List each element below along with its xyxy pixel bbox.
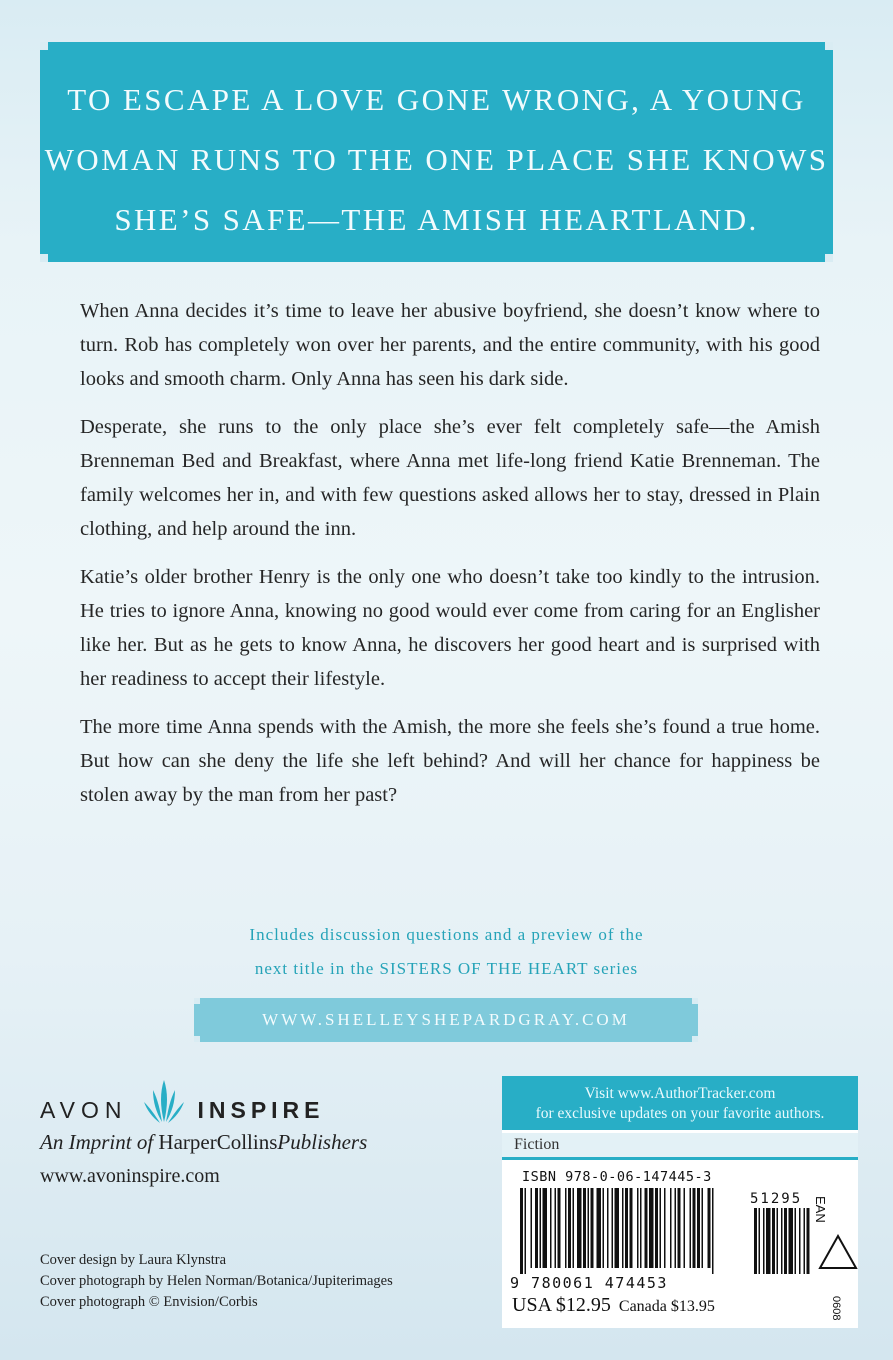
headline-text [42, 70, 831, 250]
cover-credits [40, 1250, 393, 1313]
imprint-line [40, 1130, 367, 1155]
logo-avon: AVON [40, 1097, 128, 1123]
author-website-link[interactable]: WWW.SHELLEYSHEPARDGRAY.COM [262, 1010, 630, 1029]
imprint-name: HarperCollins [158, 1130, 278, 1154]
ean-digits: 9 780061 474453 [510, 1274, 668, 1292]
category-label: Fiction [502, 1130, 858, 1160]
price-line [512, 1294, 715, 1317]
author-website-bar[interactable] [194, 998, 698, 1042]
tracker-line-1: Visit www.AuthorTracker.com [584, 1085, 776, 1102]
price-addon-digits: 51295 [750, 1191, 803, 1207]
price-usa: USA $12.95 [512, 1294, 611, 1316]
publisher-logo [40, 1078, 367, 1124]
credit-photo-2: Cover photograph © Envision/Corbis [40, 1294, 258, 1310]
teaser-line-1: Includes discussion questions and a preview of the [249, 925, 644, 944]
side-code: 0608 [830, 1296, 842, 1321]
teaser-line-2: next title in the SISTERS OF THE HEART series [254, 959, 639, 978]
synopsis [80, 294, 820, 826]
series-teaser [0, 918, 893, 986]
synopsis-paragraph-3: Katie’s older brother Henry is the only one who doesn’t take too kindly to the intrusion. He tries to ignore Anna, knowing no good would ever come from caring for an Englisher like her. But as he gets to know Anna, he discovers her good heart and is surprised with her readiness to accept their lifestyle. [80, 566, 820, 690]
flame-logo-icon [141, 1078, 187, 1126]
headline-line-3: SHE’S SAFE—THE AMISH HEARTLAND. [114, 202, 759, 237]
publisher-website[interactable]: www.avoninspire.com [40, 1165, 220, 1187]
headline-line-1: TO ESCAPE A LOVE GONE WRONG, A YOUNG [67, 82, 806, 117]
imprint-prefix: An Imprint of [40, 1130, 154, 1154]
credit-photo-1: Cover photograph by Helen Norman/Botanica/Jupiterimages [40, 1273, 393, 1289]
credit-design: Cover design by Laura Klynstra [40, 1252, 227, 1268]
publisher-block [40, 1078, 367, 1188]
synopsis-paragraph-2: Desperate, she runs to the only place she’s ever felt completely safe—the Amish Brenneman Bed and Breakfast, where Anna met life-long friend Katie Brenneman. The family welcomes her in, and with few questions asked allows her to stay, dressed in Plain clothing, and help around the inn. [80, 416, 820, 540]
price-canada: Canada $13.95 [618, 1298, 715, 1315]
isbn-number: ISBN 978-0-06-147445-3 [522, 1169, 712, 1185]
imprint-suffix: Publishers [277, 1130, 368, 1154]
barcode-panel [502, 1076, 858, 1328]
headline-banner [42, 44, 831, 260]
tracker-line-2: for exclusive updates on your favorite authors. [535, 1105, 825, 1122]
triangle-icon [818, 1234, 858, 1270]
headline-line-2: WOMAN RUNS TO THE ONE PLACE SHE KNOWS [44, 142, 829, 177]
synopsis-paragraph-1: When Anna decides it’s time to leave her abusive boyfriend, she doesn’t know where to turn. Rob has completely won over her parents, and the entire community, with his good looks and smooth charm. Only Anna has seen his dark side. [80, 300, 820, 390]
ean-label: EAN [813, 1196, 828, 1223]
author-tracker-box [502, 1076, 858, 1130]
synopsis-paragraph-4: The more time Anna spends with the Amish, the more she feels she’s found a true home. But how can she deny the life she left behind? And will her chance for happiness be stolen away by the man from her past? [80, 716, 820, 806]
logo-inspire: INSPIRE [197, 1097, 325, 1123]
